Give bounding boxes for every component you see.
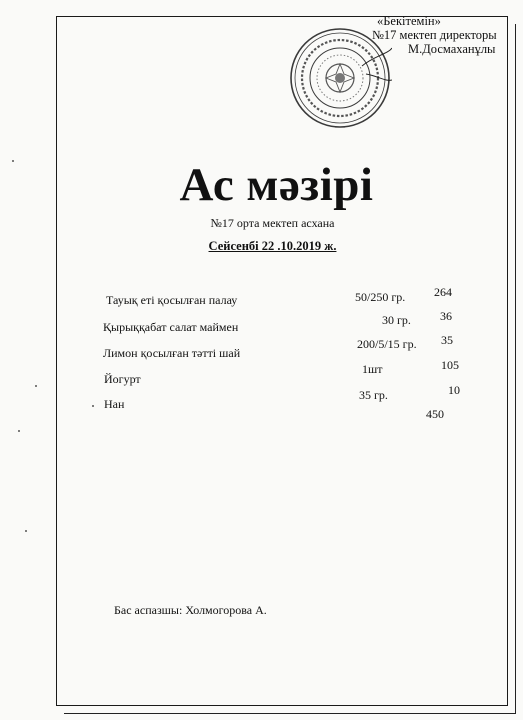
menu-item-portion: 35 гр.	[359, 388, 388, 402]
menu-item-price: 10	[448, 383, 460, 397]
menu-item-portion: 1шт	[362, 362, 383, 376]
menu-item-name: Қырыққабат салат маймен	[103, 320, 239, 334]
scan-speck	[25, 530, 27, 532]
approval-line: М.Досмаханұлы	[408, 42, 496, 56]
menu-item-name: Тауық еті қосылған палау	[106, 293, 238, 307]
menu-item-portion: 200/5/15 гр.	[357, 337, 417, 351]
menu-item-name: Лимон қосылған тәтті шай	[103, 346, 241, 360]
menu-date: Сейсенбі 22 .10.2019 ж.	[208, 239, 337, 253]
menu-item-name: Нан	[104, 397, 125, 411]
menu-total: 450	[426, 407, 444, 421]
subtitle: №17 орта мектеп асхана	[210, 216, 335, 230]
menu-item-price: 36	[440, 309, 452, 323]
menu-item-name: Йогурт	[104, 372, 141, 386]
menu-item-price: 264	[434, 285, 452, 299]
chef-signature-line: Бас аспазшы: Холмогорова А.	[114, 603, 267, 617]
approval-block	[372, 14, 522, 56]
scan-speck	[35, 385, 37, 387]
menu-item-price: 105	[441, 358, 459, 372]
scan-speck	[18, 430, 20, 432]
menu-item-portion: 30 гр.	[382, 313, 411, 327]
page-title: Ас мәзірі	[179, 159, 374, 211]
menu-item-portion: 50/250 гр.	[355, 290, 406, 304]
menu-item-price: 35	[441, 333, 453, 347]
approval-line: №17 мектеп директоры	[372, 28, 497, 42]
approval-line: «Бекітемін»	[377, 14, 441, 28]
